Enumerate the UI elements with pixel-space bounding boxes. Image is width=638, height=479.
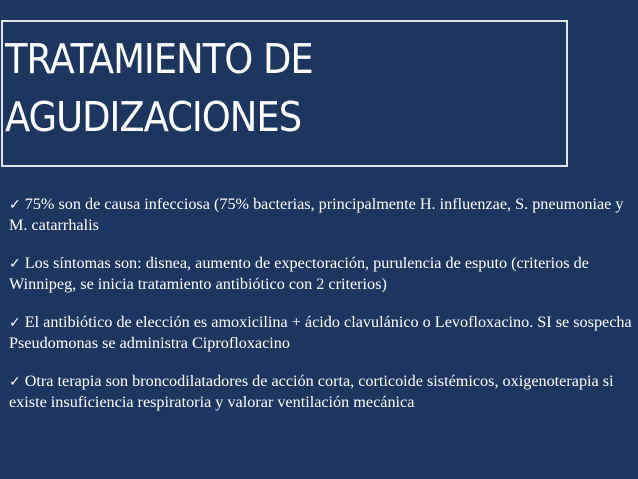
checkmark-icon: ✓ [9, 197, 21, 213]
bullet-item-2 [9, 253, 634, 294]
title-line-1: TRATAMIENTO DE [5, 35, 313, 83]
bullet-item-3 [9, 312, 634, 353]
bullet-text-2: Los síntomas son: disnea, aumento de expectoración, purulencia de esputo (criterios de Winnipeg, se inicia tratamiento antibiótico con 2 criterios) [9, 254, 589, 293]
bullet-item-1 [9, 194, 634, 235]
title-line-2: AGUDIZACIONES [5, 93, 302, 141]
slide-title [5, 30, 565, 146]
bullet-text-1: 75% son de causa infecciosa (75% bacterias, principalmente H. influenzae, S. pneumoniae y M. catarrhalis [9, 195, 624, 234]
bullet-text-4: Otra terapia son broncodilatadores de acción corta, corticoide sistémicos, oxigenoterapia si existe insuficiencia respiratoria y valorar ventilación mecánica [9, 372, 614, 411]
checkmark-icon: ✓ [9, 315, 21, 331]
checkmark-icon: ✓ [9, 374, 21, 390]
bullet-text-3: El antibiótico de elección es amoxicilina + ácido clavulánico o Levofloxacino. SI se sospecha Pseudomonas se administra Ciprofloxacino [9, 313, 632, 352]
checkmark-icon: ✓ [9, 256, 21, 272]
bullet-list [9, 194, 634, 430]
bullet-item-4 [9, 371, 634, 412]
